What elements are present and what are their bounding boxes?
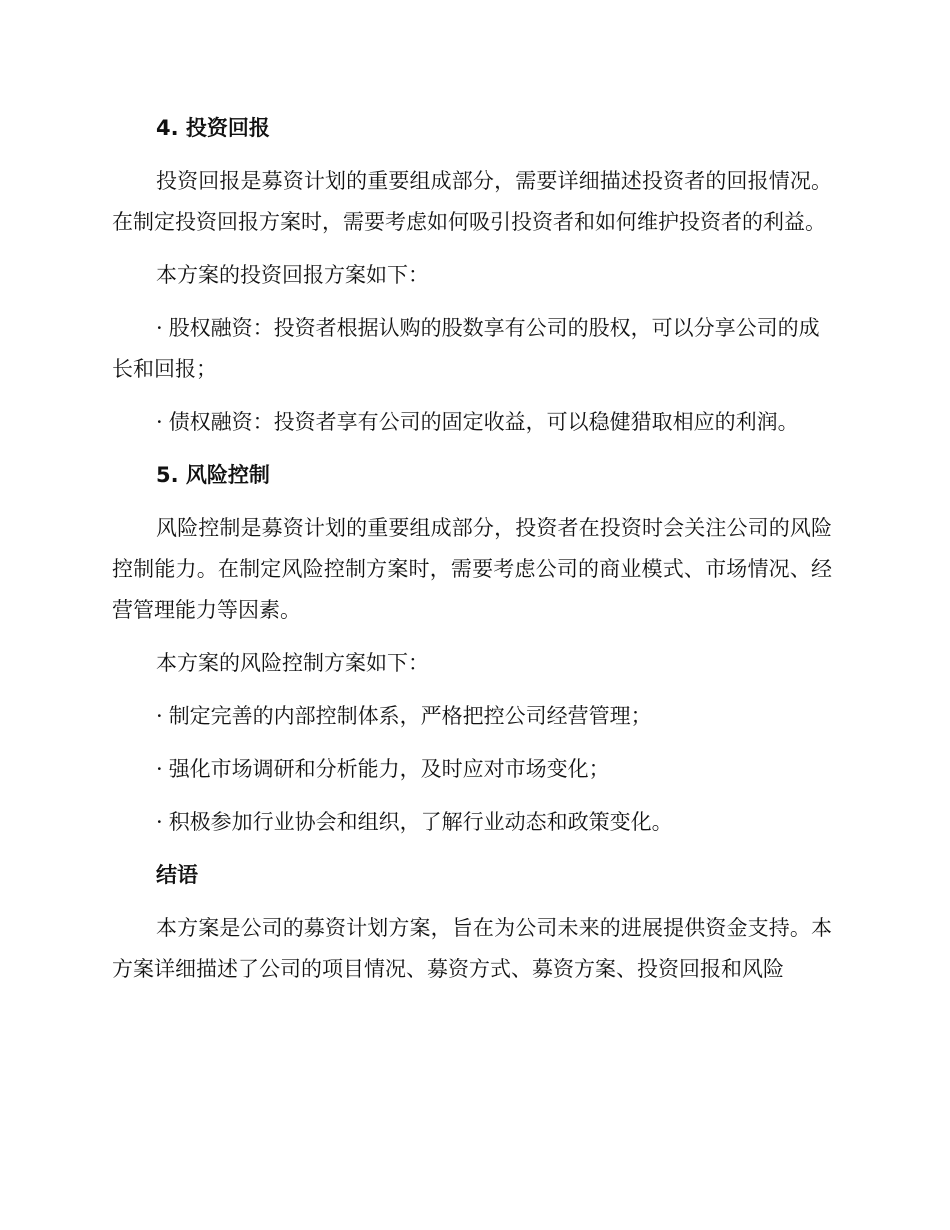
list-item-text: 强化市场调研和分析能力，及时应对市场变化； (168, 757, 610, 781)
risk-intro: 风险控制是募资计划的重要组成部分，投资者在投资时会关注公司的风险控制能力。在制定风险控制方案时，需要考虑公司的商业模式、市场情况、经营管理能力等因素。 (112, 516, 832, 622)
risk-lead: 本方案的风险控制方案如下： (156, 651, 429, 675)
list-item (112, 802, 832, 843)
conclusion-body: 本方案是公司的募资计划方案，旨在为公司未来的进展提供资金支持。本方案详细描述了公司的项目情况、募资方式、募资方案、投资回报和风险 (112, 916, 832, 981)
bullet-icon: · (156, 316, 163, 340)
section-heading-conclusion: 结语 (156, 863, 198, 887)
list-item-text: 制定完善的内部控制体系，严格把控公司经营管理； (168, 704, 652, 728)
returns-lead: 本方案的投资回报方案如下： (156, 263, 429, 287)
list-item-text: 积极参加行业协会和组织，了解行业动态和政策变化。 (168, 810, 673, 834)
list-item (112, 749, 832, 790)
bullet-icon: · (156, 810, 163, 834)
section-heading-risk: 5. 风险控制 (156, 463, 270, 487)
list-item (112, 308, 832, 390)
list-item (112, 696, 832, 737)
document-page (112, 108, 832, 1002)
list-item-text: 股权融资：投资者根据认购的股数享有公司的股权，可以分享公司的成长和回报； (112, 316, 820, 381)
list-item-text: 债权融资：投资者享有公司的固定收益，可以稳健猎取相应的利润。 (168, 410, 799, 434)
bullet-icon: · (156, 704, 163, 728)
bullet-icon: · (156, 410, 163, 434)
section-heading-returns: 4. 投资回报 (156, 116, 270, 140)
returns-intro: 投资回报是募资计划的重要组成部分，需要详细描述投资者的回报情况。在制定投资回报方案时，需要考虑如何吸引投资者和如何维护投资者的利益。 (112, 169, 832, 234)
list-item (112, 402, 832, 443)
bullet-icon: · (156, 757, 163, 781)
